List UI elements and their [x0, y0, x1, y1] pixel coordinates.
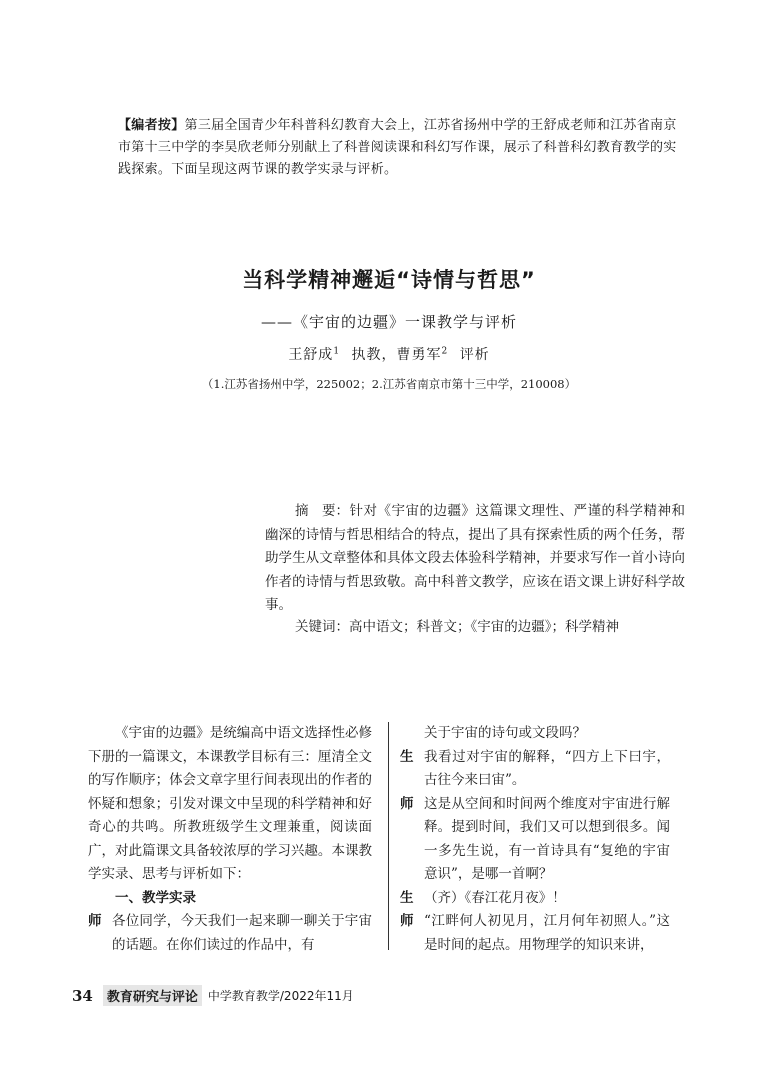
dialogue-line	[88, 910, 372, 957]
editor-note	[118, 115, 678, 181]
dialogue-line	[400, 910, 670, 957]
intro-paragraph: 《宇宙的边疆》是统编高中语文选择性必修下册的一篇课文，本课教学目标有三：厘清全文的写作顺序；体会文章字里行间表现出的作者的怀疑和想象；引发对课文中呈现的科学精神和好奇心的共鸣。所教班级学生文理兼重，阅读面广，对此篇课文具备较浓厚的学习兴趣。本课教学实录、思考与评析如下：	[88, 725, 372, 882]
dialogue-text: （齐）《春江花月夜》！	[424, 889, 566, 906]
speaker-student: 生	[400, 889, 414, 906]
journal-name: 教育研究与评论	[103, 985, 202, 1006]
author2-role: 评析	[459, 347, 490, 363]
abstract	[265, 500, 685, 618]
keywords	[295, 615, 695, 635]
affiliations: （1.江苏省扬州中学，225002；2.江苏省南京市第十三中学，210008）	[201, 377, 577, 391]
editor-note-label: 【编者按】	[118, 118, 185, 133]
author1-role: 执教，	[351, 347, 397, 363]
speaker-student: 生	[400, 748, 414, 765]
dialogue-text: 关于宇宙的诗句或文段吗？	[424, 725, 586, 741]
section-heading: 一、教学实录	[115, 889, 196, 906]
page-footer	[72, 985, 712, 1006]
author-line	[0, 344, 778, 364]
dialogue-line	[400, 887, 670, 911]
dialogue-continuation	[400, 722, 670, 746]
body-right-column	[400, 722, 670, 957]
author1-affil-mark: 1	[333, 346, 341, 357]
speaker-teacher: 师	[400, 795, 414, 812]
editor-note-text: 第三届全国青少年科普科幻教育大会上，江苏省扬州中学的王舒成老师和江苏省南京市第十三中学的李昊欣老师分别献上了科普阅读课和科幻写作课，展示了科普科幻教育教学的实践探索。下面呈现这两节课的教学实录与评析。	[118, 118, 677, 177]
speaker-teacher: 师	[88, 913, 102, 929]
dialogue-text: 我看过对宇宙的解释，“四方上下曰宇，古往今来曰宙”。	[424, 748, 670, 788]
keywords-text: 高中语文；科普文；《宇宙的边疆》；科学精神	[349, 619, 619, 635]
author1-name: 王舒成	[288, 347, 334, 363]
abstract-label: 摘 要：	[295, 503, 349, 519]
author2-name: 曹勇军	[396, 347, 442, 363]
dialogue-text: 这是从空间和时间两个维度对宇宙进行解释。提到时间，我们又可以想到很多。闻一多先生说，有一首诗具有“复绝的宇宙意识”，是哪一首啊？	[424, 795, 670, 882]
column-divider	[388, 722, 389, 950]
dialogue-line	[400, 746, 670, 793]
author2-affil-mark: 2	[441, 346, 449, 357]
issue-info: 中学教育教学/2022年11月	[207, 989, 354, 1003]
article-subtitle: ——《宇宙的边疆》一课教学与评析	[260, 313, 517, 331]
article-title: 当科学精神邂逅“诗情与哲思”	[242, 268, 536, 292]
keywords-label: 关键词：	[295, 619, 349, 635]
abstract-text: 针对《宇宙的边疆》这篇课文理性、严谨的科学精神和幽深的诗情与哲思相结合的特点，提出了具有探索性质的两个任务，帮助学生从文章整体和具体文段去体验科学精神，并要求写作一首小诗向作者的诗情与哲思致敬。高中科普文教学，应该在语文课上讲好科学故事。	[265, 503, 685, 613]
dialogue-text: “江畔何人初见月，江月何年初照人。”这是时间的起点。用物理学的知识来讲，	[424, 913, 670, 953]
page-number: 34	[72, 986, 93, 1005]
speaker-teacher: 师	[400, 913, 414, 929]
body-left-column	[88, 722, 372, 957]
dialogue-line	[400, 793, 670, 887]
dialogue-text: 各位同学，今天我们一起来聊一聊关于宇宙的话题。在你们读过的作品中，有	[112, 913, 372, 953]
